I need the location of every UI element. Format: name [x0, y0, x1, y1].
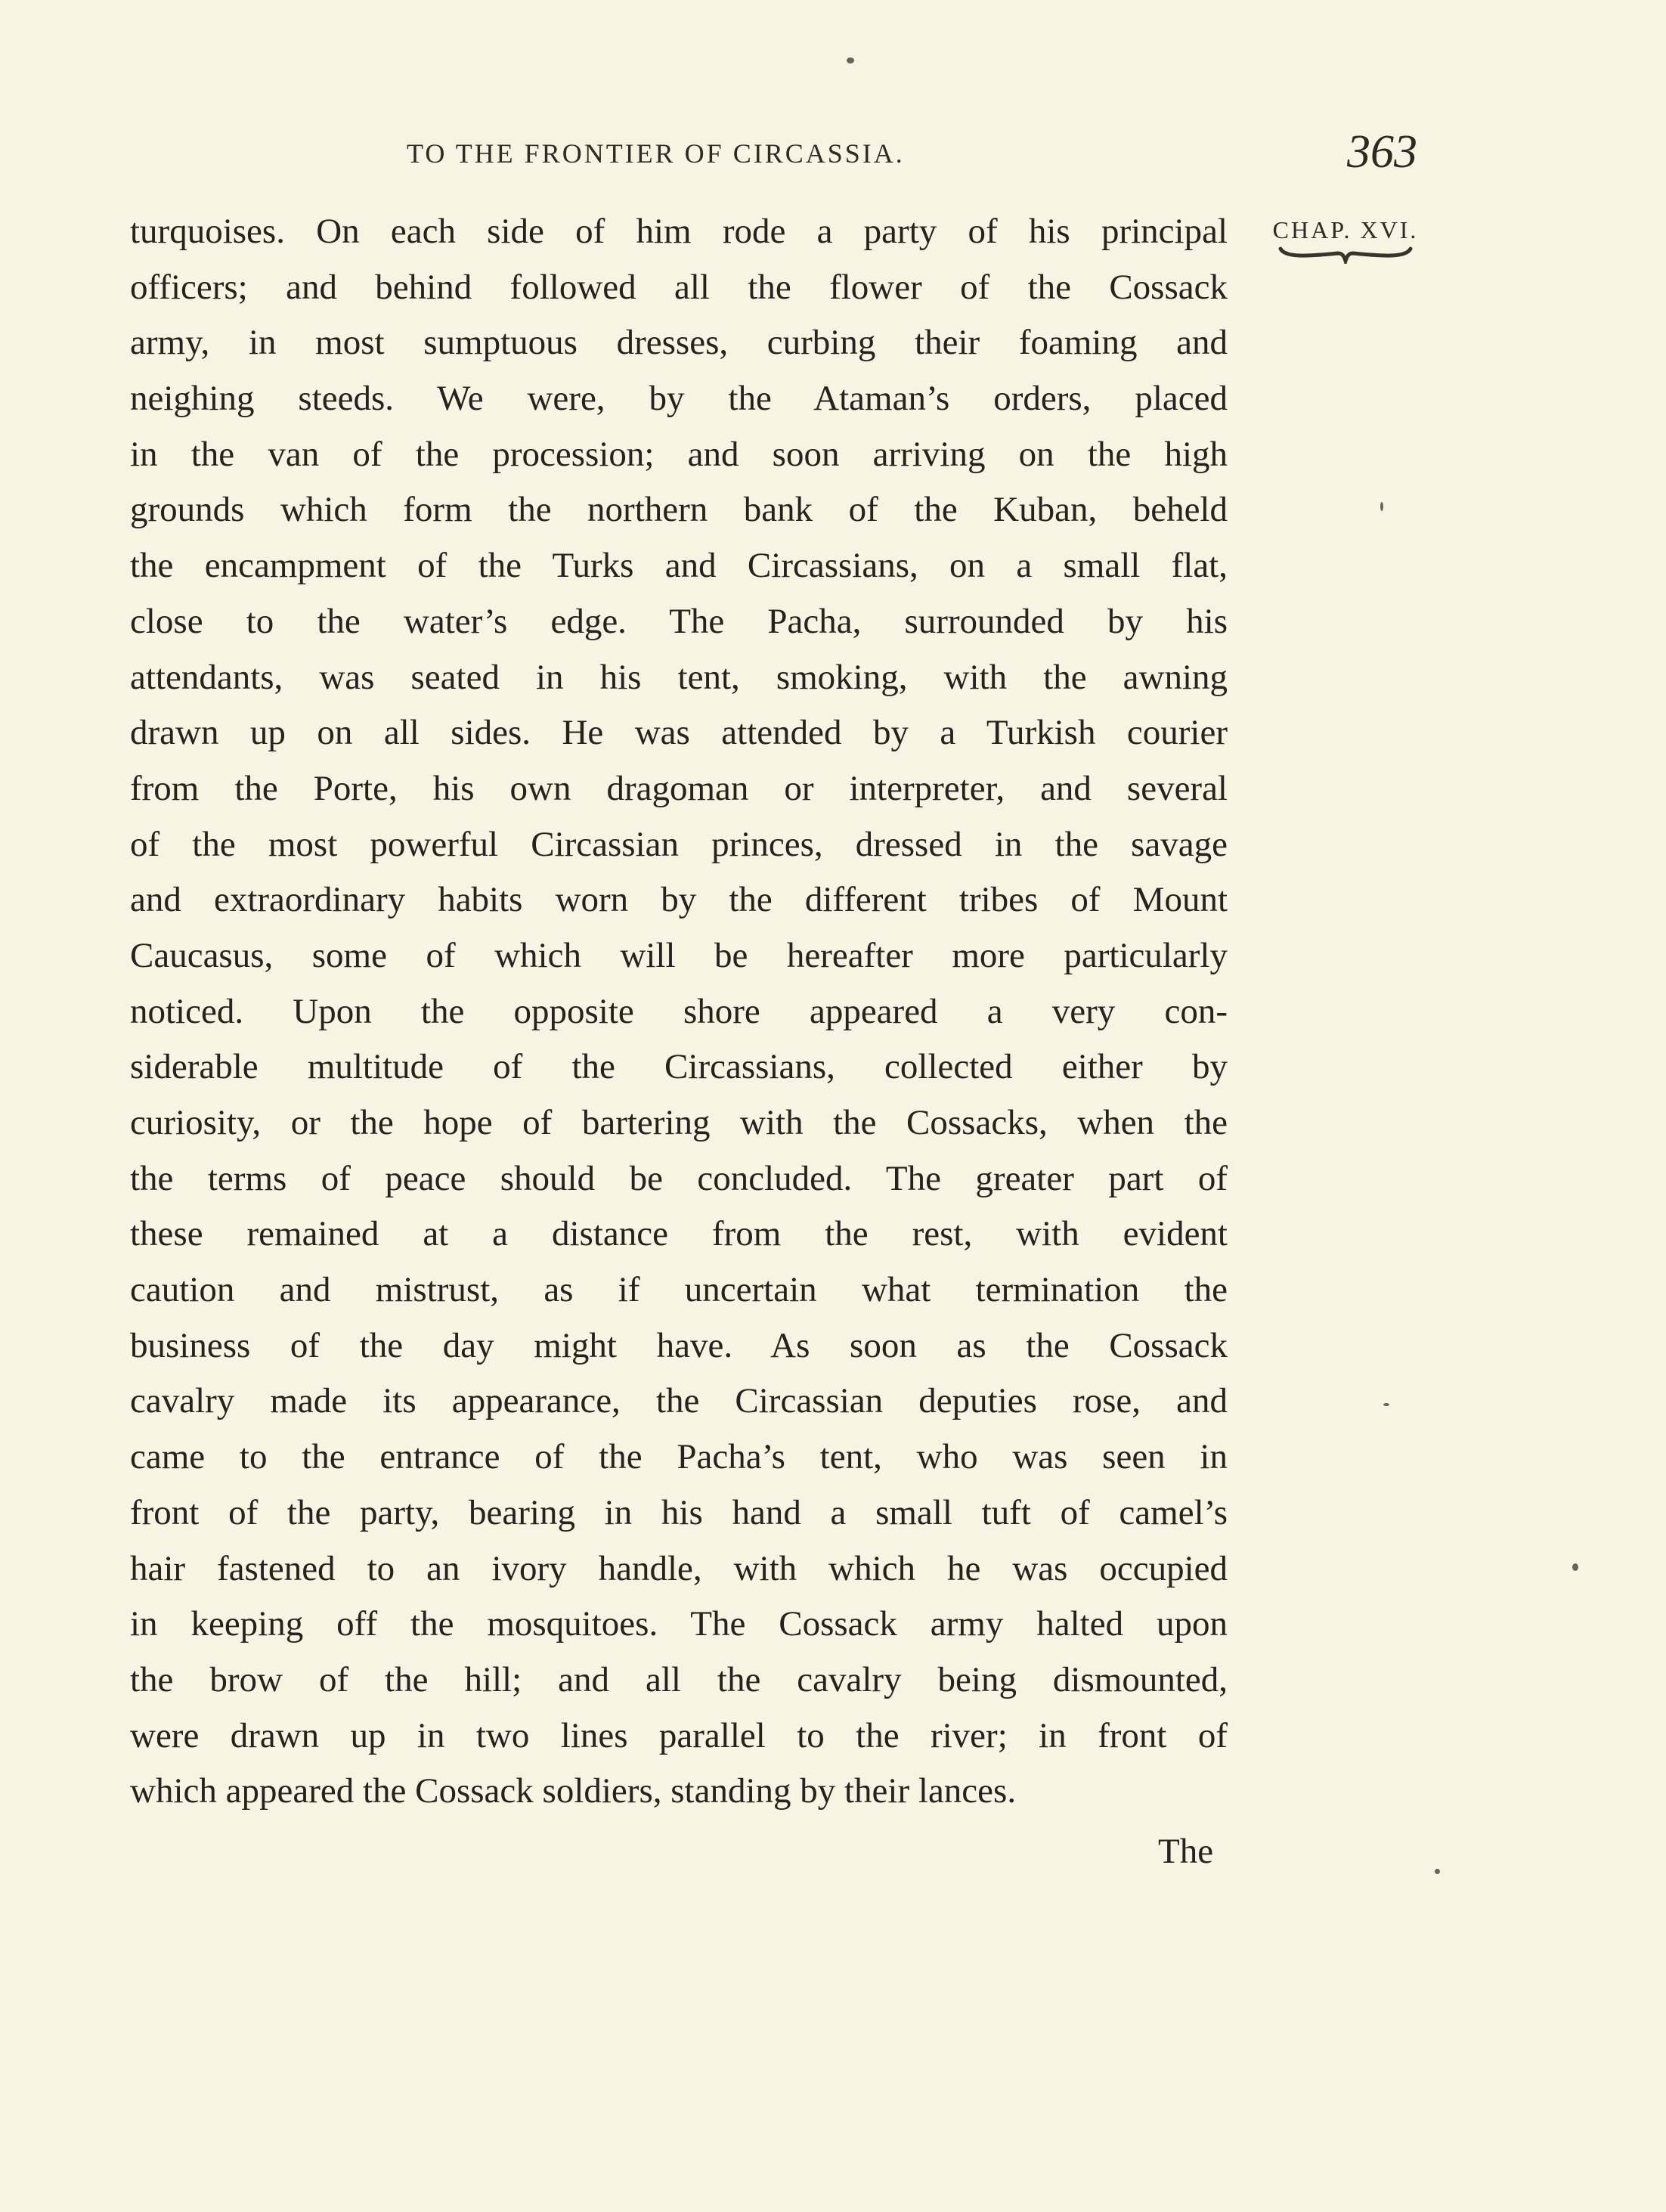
text-line: front of the party, bearing in his hand a small tuft of camel’s — [130, 1492, 1228, 1532]
page-number: 363 — [1347, 126, 1417, 178]
text-line: were drawn up in two lines parallel to the river; in front of — [130, 1715, 1228, 1755]
text-line: from the Porte, his own dragoman or interpreter, and several — [130, 768, 1228, 808]
chapter-label: CHAP. XVI. — [1272, 216, 1419, 243]
text-line: business of the day might have. As soon as the Cossack — [130, 1325, 1228, 1365]
running-title: TO THE FRONTIER OF CIRCASSIA. — [407, 138, 905, 169]
paper-speck — [1572, 1563, 1578, 1571]
text-line: and extraordinary habits worn by the different tribes of Mount — [130, 880, 1228, 920]
text-line: curiosity, or the hope of bartering with the Cossacks, when the — [130, 1103, 1228, 1142]
text-line: siderable multitude of the Circassians, collected either by — [130, 1047, 1228, 1087]
text-line: the brow of the hill; and all the cavalry being dismounted, — [130, 1659, 1228, 1699]
text-line: caution and mistrust, as if uncertain what termination the — [130, 1270, 1228, 1310]
text-line: the encampment of the Turks and Circassians, on a small flat, — [130, 546, 1228, 586]
text-line: came to the entrance of the Pacha’s tent, who was seen in — [130, 1437, 1228, 1477]
text-line: grounds which form the northern bank of the Kuban, beheld — [130, 490, 1228, 530]
text-line: cavalry made its appearance, the Circassian deputies rose, and — [130, 1381, 1228, 1421]
text-line: drawn up on all sides. He was attended by a Turkish courier — [130, 713, 1228, 753]
text-line: hair fastened to an ivory handle, with which he was occupied — [130, 1548, 1228, 1588]
text-line: in the van of the procession; and soon arriving on the high — [130, 434, 1228, 474]
text-line: which appeared the Cossack soldiers, standing by their lances. — [130, 1771, 1017, 1811]
paper-speck — [1435, 1869, 1440, 1874]
body-text — [130, 204, 1228, 1820]
text-line: turquoises. On each side of him rode a party of his principal — [130, 212, 1228, 251]
text-line: in keeping off the mosquitoes. The Cossack army halted upon — [130, 1604, 1228, 1644]
paper-speck — [1380, 502, 1383, 511]
text-line: attendants, was seated in his tent, smoking, with the awning — [130, 657, 1228, 697]
text-line: of the most powerful Circassian princes, dressed in the savage — [130, 824, 1228, 864]
text-line: army, in most sumptuous dresses, curbing their foaming and — [130, 323, 1228, 363]
catchword: The — [1158, 1832, 1214, 1871]
text-line: officers; and behind followed all the flower of the Cossack — [130, 267, 1228, 307]
text-line: neighing steeds. We were, by the Ataman’s orders, placed — [130, 379, 1228, 419]
text-line: close to the water’s edge. The Pacha, surrounded by his — [130, 601, 1228, 641]
text-line: these remained at a distance from the rest, with evident — [130, 1214, 1228, 1254]
paper-speck — [847, 57, 854, 64]
text-line: noticed. Upon the opposite shore appeared a very con- — [130, 991, 1228, 1031]
brace-ornament-icon — [1277, 246, 1414, 264]
paper-speck — [1383, 1403, 1389, 1406]
text-line: Caucasus, some of which will be hereafter more particularly — [130, 935, 1228, 975]
chapter-margin-note — [1270, 216, 1421, 264]
text-line: the terms of peace should be concluded. The greater part of — [130, 1158, 1228, 1198]
